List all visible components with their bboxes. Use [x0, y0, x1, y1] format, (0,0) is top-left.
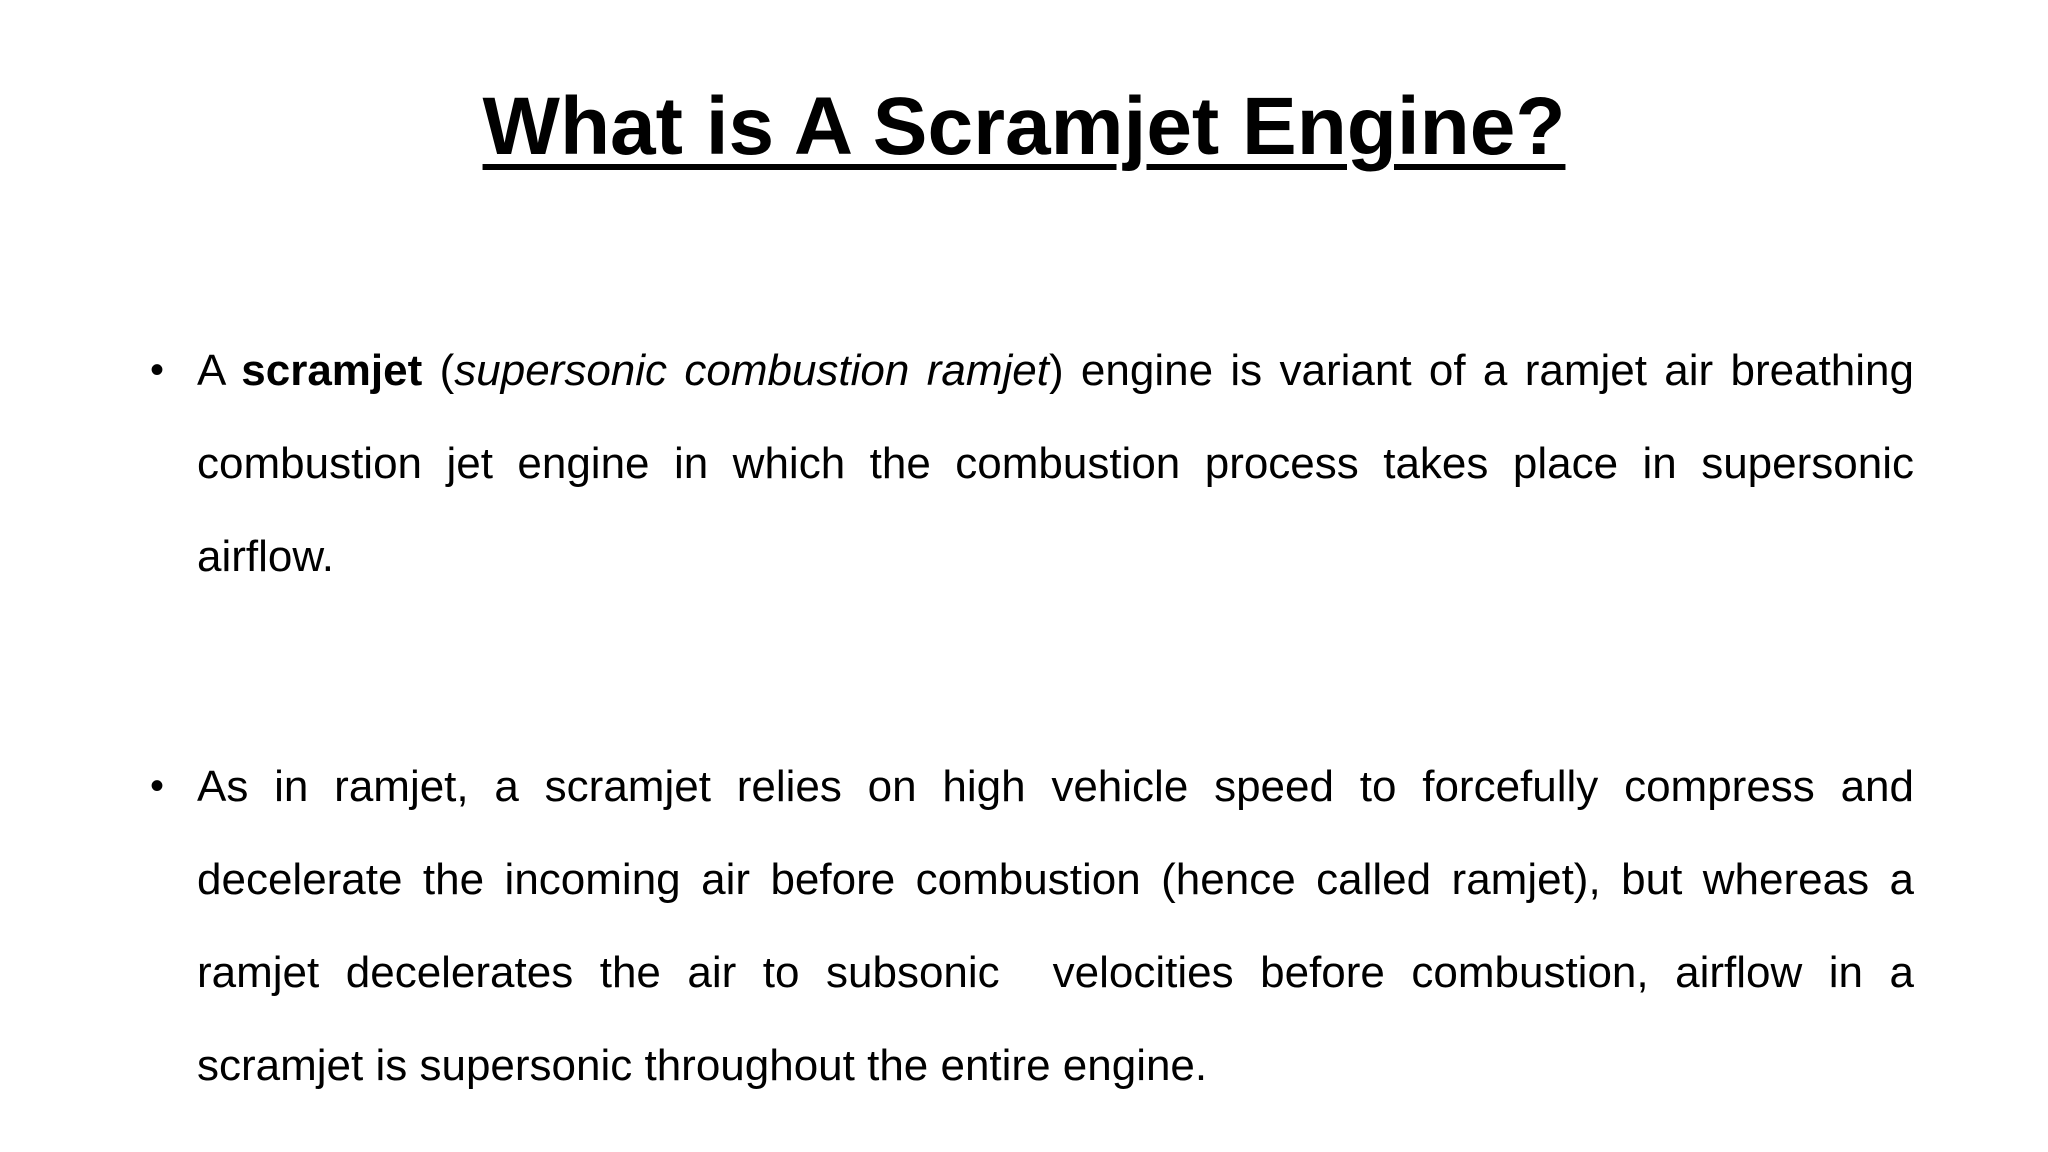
slide-title-text: What is A Scramjet Engine? [482, 81, 1566, 172]
bullet-rest: ) engine is variant of a ramjet air breathing combustion jet engine in which the combustion process takes place in supersonic airflow. [197, 346, 1914, 581]
bullet-text [197, 324, 1914, 603]
bullet-prefix: A [197, 346, 242, 395]
bullet-text: As in ramjet, a scramjet relies on high vehicle speed to forcefully compress and decelerate the incoming air before combustion (hence called ramjet), but whereas a ramjet decelerates the air to subsonic velocities before combustion, airflow in a scramjet is supersonic throughout the entire engine. [197, 762, 1927, 1090]
bold-term: scramjet [241, 346, 423, 395]
italic-expansion: supersonic combustion ramjet [454, 346, 1049, 395]
bullet-paren-open: ( [422, 346, 455, 395]
slide-title [0, 72, 2048, 182]
bullet-marker: • [150, 764, 165, 808]
bullet-marker: • [150, 348, 165, 392]
